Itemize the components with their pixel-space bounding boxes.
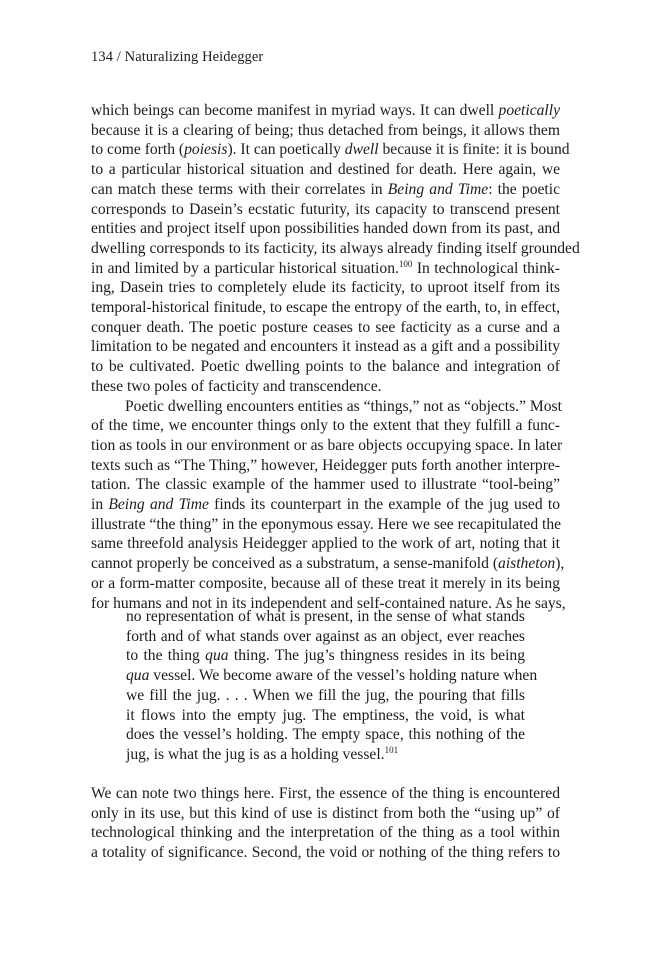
text-line: cannot properly be conceived as a substratum, a sense-manifold (aistheton), bbox=[91, 555, 565, 573]
page-number: 134 bbox=[91, 49, 114, 65]
text-line: texts such as “The Thing,” however, Heidegger puts forth another interpre- bbox=[91, 456, 560, 474]
quote-line: does the vessel’s holding. The empty space, this nothing of the bbox=[126, 726, 525, 744]
quote-line: forth and of what stands over against as an object, ever reaches bbox=[126, 627, 525, 645]
text-line: to be cultivated. Poetic dwelling points to the balance and integration of bbox=[91, 358, 560, 376]
text-line: of the time, we encounter things only to the extent that they fulfill a func- bbox=[91, 417, 560, 435]
quote-line: to the thing qua thing. The jug’s thingness resides in its being bbox=[126, 647, 525, 665]
text-line: temporal-historical finitude, to escape the entropy of the earth, to, in effect, bbox=[91, 299, 560, 317]
text-line: for humans and not in its independent and self-contained nature. As he says, bbox=[91, 594, 566, 612]
text-line: a totality of significance. Second, the void or nothing of the thing refers to bbox=[91, 844, 560, 862]
text-line: corresponds to Dasein’s ecstatic futurity, its capacity to transcend present bbox=[91, 200, 560, 218]
text-line: conquer death. The poetic posture ceases to see facticity as a curse and a bbox=[91, 318, 560, 336]
text-line: dwelling corresponds to its facticity, its always already finding itself grounded bbox=[91, 239, 580, 257]
text-line: technological thinking and the interpretation of the thing as a tool within bbox=[91, 824, 560, 842]
text-line: in Being and Time finds its counterpart in the example of the jug used to bbox=[91, 496, 560, 514]
text-line: these two poles of facticity and transcendence. bbox=[91, 377, 382, 395]
text-line: only in its use, but this kind of use is distinct from both the “using up” of bbox=[91, 804, 560, 822]
header-separator: / bbox=[116, 49, 121, 65]
quote-line: no representation of what is present, in the sense of what stands bbox=[126, 608, 525, 625]
footnote-ref-101[interactable]: 101 bbox=[384, 744, 399, 755]
block-quote bbox=[126, 607, 538, 765]
text-line: in and limited by a particular historical situation.$^{100}$ In technological think- bbox=[91, 258, 560, 277]
quote-line: jug, is what the jug is as a holding vessel.$^{101}$ bbox=[126, 744, 399, 763]
text-line: same threefold analysis Heidegger applied to the work of art, noting that it bbox=[91, 535, 560, 553]
text-line: ing, Dasein tries to completely elude its facticity, to uproot itself from its bbox=[91, 279, 560, 297]
text-line: which beings can become manifest in myriad ways. It can dwell poetically bbox=[91, 102, 560, 119]
quote-line: we fill the jug. . . . When we fill the jug, the pouring that fills bbox=[126, 686, 525, 704]
running-header bbox=[91, 49, 263, 66]
text-line: limitation to be negated and encounters it instead as a gift and a possibility bbox=[91, 338, 560, 356]
paragraph-3 bbox=[91, 784, 560, 863]
text-line: tation. The classic example of the hammer used to illustrate “tool-being” bbox=[91, 476, 560, 494]
running-title: Naturalizing Heidegger bbox=[124, 49, 264, 65]
footnote-ref-100[interactable]: 100 bbox=[398, 258, 413, 269]
text-line: to come forth (poiesis). It can poetically dwell because it is finite: it is bound bbox=[91, 141, 570, 159]
text-line: illustrate “the thing” in the eponymous essay. Here we see recapitulated the bbox=[91, 515, 562, 533]
text-line: can match these terms with their correlates in Being and Time: the poetic bbox=[91, 180, 560, 198]
text-line: or a form-matter composite, because all of these treat it merely in its being bbox=[91, 574, 560, 592]
text-line: tion as tools in our environment or as bare objects occupying space. In later bbox=[91, 436, 563, 454]
quote-line: qua vessel. We become aware of the vessel’s holding nature when bbox=[126, 667, 538, 685]
text-line: because it is a clearing of being; thus detached from beings, it allows them bbox=[91, 121, 560, 139]
quote-line: it flows into the empty jug. The emptiness, the void, is what bbox=[126, 706, 525, 724]
text-line: We can note two things here. First, the essence of the thing is encountered bbox=[91, 785, 560, 802]
paragraph-1 bbox=[91, 101, 580, 613]
text-line: entities and project itself upon possibilities handed down from its past, and bbox=[91, 220, 560, 238]
text-line: to a particular historical situation and destined for death. Here again, we bbox=[91, 161, 560, 179]
text-line: Poetic dwelling encounters entities as “things,” not as “objects.” Most bbox=[125, 397, 562, 415]
